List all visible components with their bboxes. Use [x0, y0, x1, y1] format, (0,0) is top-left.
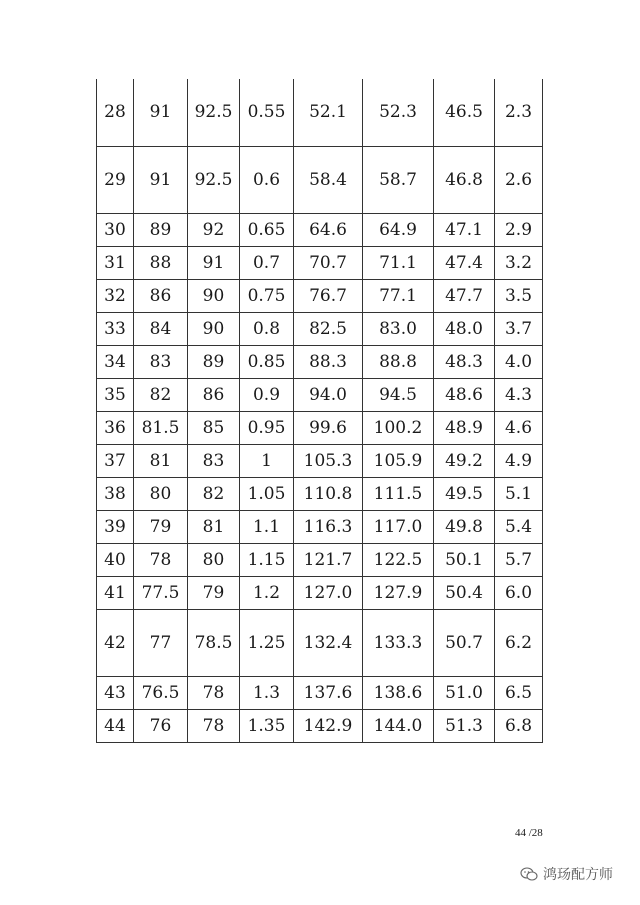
table-cell: 50.1 [434, 543, 495, 576]
table-cell: 80 [188, 543, 240, 576]
table-cell: 76.7 [294, 279, 363, 312]
table-cell: 0.6 [240, 146, 294, 213]
table-row [97, 312, 543, 345]
table-cell: 77 [134, 609, 188, 676]
table-row [97, 411, 543, 444]
table-cell: 47.7 [434, 279, 495, 312]
table-cell: 2.9 [495, 213, 543, 246]
table-cell: 137.6 [294, 676, 363, 709]
table-cell: 105.3 [294, 444, 363, 477]
table-cell: 91 [134, 79, 188, 146]
table-cell: 1.25 [240, 609, 294, 676]
table-cell: 50.7 [434, 609, 495, 676]
table-row [97, 676, 543, 709]
table-cell: 3.7 [495, 312, 543, 345]
table-cell: 46.8 [434, 146, 495, 213]
table-cell: 38 [97, 477, 134, 510]
page-number: 44 /28 [515, 827, 543, 839]
table-row [97, 477, 543, 510]
table-cell: 0.85 [240, 345, 294, 378]
table-cell: 82.5 [294, 312, 363, 345]
table-cell: 48.6 [434, 378, 495, 411]
table-cell: 29 [97, 146, 134, 213]
table-cell: 76 [134, 709, 188, 742]
table-cell: 144.0 [363, 709, 434, 742]
table-row [97, 609, 543, 676]
table-cell: 0.95 [240, 411, 294, 444]
table-cell: 86 [134, 279, 188, 312]
table-cell: 94.0 [294, 378, 363, 411]
table-cell: 36 [97, 411, 134, 444]
table-cell: 28 [97, 79, 134, 146]
table-cell: 83 [134, 345, 188, 378]
table-cell: 2.3 [495, 79, 543, 146]
table-row [97, 709, 543, 742]
table-cell: 77.1 [363, 279, 434, 312]
table-cell: 88 [134, 246, 188, 279]
table-cell: 82 [134, 378, 188, 411]
table-cell: 5.7 [495, 543, 543, 576]
table-cell: 88.8 [363, 345, 434, 378]
table-cell: 111.5 [363, 477, 434, 510]
table-cell: 52.1 [294, 79, 363, 146]
table-row [97, 246, 543, 279]
table-cell: 78 [188, 709, 240, 742]
table-cell: 1.35 [240, 709, 294, 742]
table-cell: 90 [188, 279, 240, 312]
table-cell: 85 [188, 411, 240, 444]
table-cell: 4.3 [495, 378, 543, 411]
table-cell: 64.9 [363, 213, 434, 246]
table-cell: 110.8 [294, 477, 363, 510]
table-cell: 1.1 [240, 510, 294, 543]
table-cell: 90 [188, 312, 240, 345]
table-row [97, 444, 543, 477]
table-cell: 91 [134, 146, 188, 213]
table-cell: 6.8 [495, 709, 543, 742]
table-cell: 81.5 [134, 411, 188, 444]
table-cell: 122.5 [363, 543, 434, 576]
table-cell: 1.3 [240, 676, 294, 709]
table-cell: 91 [188, 246, 240, 279]
table-cell: 58.4 [294, 146, 363, 213]
data-table [96, 79, 543, 743]
table-cell: 35 [97, 378, 134, 411]
table-cell: 49.8 [434, 510, 495, 543]
table-cell: 127.9 [363, 576, 434, 609]
table-cell: 83.0 [363, 312, 434, 345]
table-cell: 43 [97, 676, 134, 709]
table-cell: 0.9 [240, 378, 294, 411]
table-cell: 6.2 [495, 609, 543, 676]
table-cell: 39 [97, 510, 134, 543]
table-cell: 78 [188, 676, 240, 709]
table-cell: 88.3 [294, 345, 363, 378]
table-cell: 89 [188, 345, 240, 378]
table-cell: 121.7 [294, 543, 363, 576]
table-cell: 46.5 [434, 79, 495, 146]
table-cell: 77.5 [134, 576, 188, 609]
table-cell: 116.3 [294, 510, 363, 543]
table-cell: 76.5 [134, 676, 188, 709]
table-cell: 34 [97, 345, 134, 378]
table-cell: 83 [188, 444, 240, 477]
table-cell: 138.6 [363, 676, 434, 709]
table-cell: 4.0 [495, 345, 543, 378]
table-cell: 4.9 [495, 444, 543, 477]
table-cell: 1.05 [240, 477, 294, 510]
table-cell: 1.15 [240, 543, 294, 576]
table-cell: 37 [97, 444, 134, 477]
table-cell: 142.9 [294, 709, 363, 742]
table-cell: 71.1 [363, 246, 434, 279]
table-cell: 48.9 [434, 411, 495, 444]
table-cell: 3.2 [495, 246, 543, 279]
table-cell: 92 [188, 213, 240, 246]
table-cell: 0.65 [240, 213, 294, 246]
table-cell: 82 [188, 477, 240, 510]
table-cell: 92.5 [188, 146, 240, 213]
table-cell: 47.4 [434, 246, 495, 279]
table-cell: 79 [188, 576, 240, 609]
wechat-icon [520, 867, 538, 881]
table-row [97, 146, 543, 213]
table-cell: 117.0 [363, 510, 434, 543]
table-cell: 4.6 [495, 411, 543, 444]
table-cell: 0.8 [240, 312, 294, 345]
table-cell: 81 [134, 444, 188, 477]
table-cell: 0.75 [240, 279, 294, 312]
table-cell: 41 [97, 576, 134, 609]
table-cell: 133.3 [363, 609, 434, 676]
table-cell: 132.4 [294, 609, 363, 676]
table-cell: 0.55 [240, 79, 294, 146]
table-row [97, 279, 543, 312]
table-cell: 6.5 [495, 676, 543, 709]
table-cell: 70.7 [294, 246, 363, 279]
table-cell: 51.0 [434, 676, 495, 709]
table-cell: 47.1 [434, 213, 495, 246]
table-row [97, 543, 543, 576]
table-cell: 64.6 [294, 213, 363, 246]
table-cell: 78.5 [188, 609, 240, 676]
table-cell: 50.4 [434, 576, 495, 609]
table-cell: 80 [134, 477, 188, 510]
table-cell: 49.2 [434, 444, 495, 477]
table-cell: 1 [240, 444, 294, 477]
table-row [97, 79, 543, 146]
table-cell: 51.3 [434, 709, 495, 742]
watermark-text: 鸿玚配方师 [543, 867, 613, 883]
table-cell: 3.5 [495, 279, 543, 312]
table-cell: 81 [188, 510, 240, 543]
table-cell: 1.2 [240, 576, 294, 609]
table-cell: 31 [97, 246, 134, 279]
table-cell: 86 [188, 378, 240, 411]
table-row [97, 213, 543, 246]
table-cell: 40 [97, 543, 134, 576]
table-cell: 89 [134, 213, 188, 246]
table-cell: 92.5 [188, 79, 240, 146]
table-cell: 49.5 [434, 477, 495, 510]
table-cell: 78 [134, 543, 188, 576]
watermark [520, 864, 613, 884]
table-cell: 48.3 [434, 345, 495, 378]
table-cell: 105.9 [363, 444, 434, 477]
table-body [97, 79, 543, 742]
table-cell: 0.7 [240, 246, 294, 279]
table-cell: 5.1 [495, 477, 543, 510]
table-cell: 48.0 [434, 312, 495, 345]
table-cell: 42 [97, 609, 134, 676]
table-cell: 94.5 [363, 378, 434, 411]
table-cell: 30 [97, 213, 134, 246]
table-row [97, 378, 543, 411]
table-cell: 58.7 [363, 146, 434, 213]
table-cell: 32 [97, 279, 134, 312]
table-cell: 52.3 [363, 79, 434, 146]
table-cell: 44 [97, 709, 134, 742]
table-cell: 6.0 [495, 576, 543, 609]
table-cell: 99.6 [294, 411, 363, 444]
table-cell: 2.6 [495, 146, 543, 213]
table-row [97, 345, 543, 378]
table-cell: 79 [134, 510, 188, 543]
table-cell: 127.0 [294, 576, 363, 609]
table-cell: 84 [134, 312, 188, 345]
table-cell: 100.2 [363, 411, 434, 444]
table-cell: 5.4 [495, 510, 543, 543]
table-row [97, 510, 543, 543]
table-row [97, 576, 543, 609]
table-cell: 33 [97, 312, 134, 345]
